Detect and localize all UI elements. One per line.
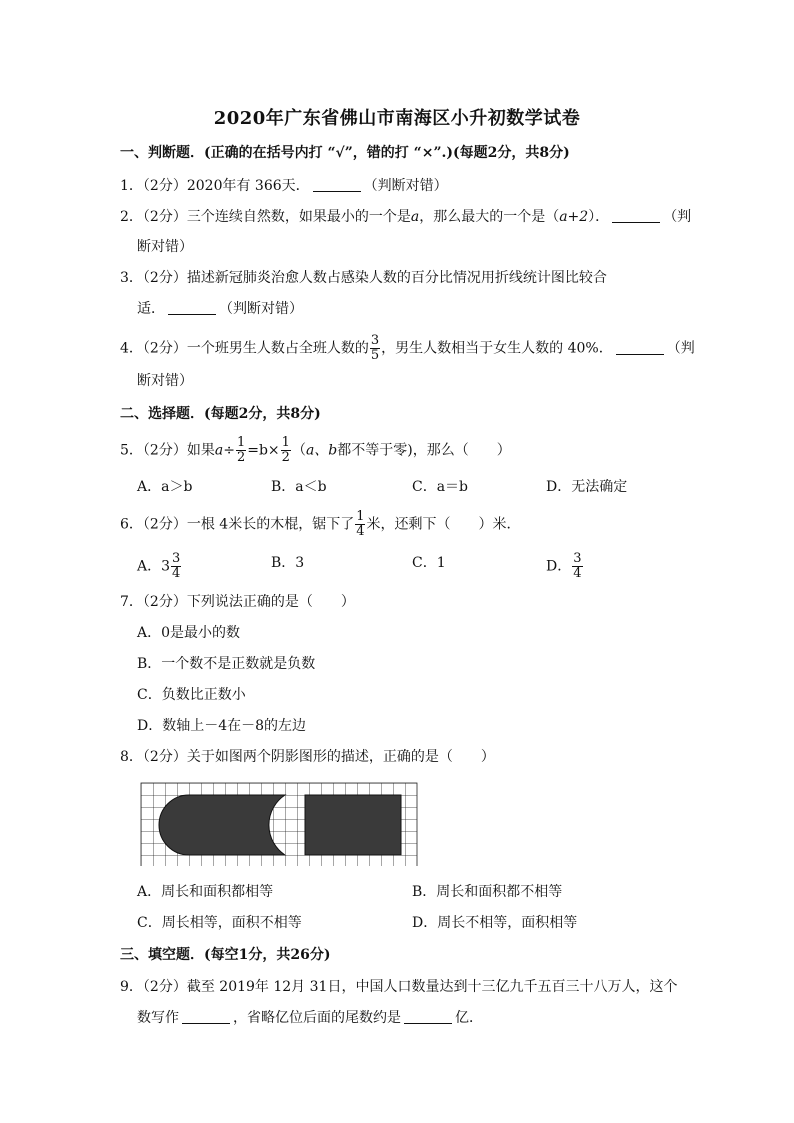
section-1-heading: 一、判断题．(正确的在括号内打 “√”，错的打 “×”.)(每题2分，共8分) <box>120 145 570 161</box>
fraction: $\frac{1}{4}$ <box>356 509 365 539</box>
question-8: 8．（2分）关于如图两个阴影图形的描述，正确的是（ ） <box>120 749 495 765</box>
q8-option-c[interactable]: C．周长相等，面积不相等 <box>137 915 302 931</box>
question-2-line-2: 断对错） <box>137 239 193 255</box>
question-4-line-2: 断对错） <box>137 373 193 389</box>
q6-option-d[interactable]: D． $\frac{3}{4}$ <box>546 551 582 581</box>
question-2: 2．（2分）三个连续自然数，如果最小的一个是a，那么最大的一个是（a+2）． （判 <box>120 209 692 225</box>
q5-option-b[interactable]: B．a＜b <box>271 479 327 495</box>
shaded-shapes-grid-figure <box>140 782 422 866</box>
answer-blank[interactable] <box>612 208 660 223</box>
section-2-heading: 二、选择题．(每题2分，共8分) <box>120 406 321 422</box>
q6-option-a[interactable]: A．3 $\frac{3}{4}$ <box>137 551 181 581</box>
answer-blank[interactable] <box>616 340 664 355</box>
question-9: 9．（2分）截至 2019年 12月 31日，中国人口数量达到十三亿九千五百三十八万人，这个 <box>120 979 678 995</box>
q6-option-c[interactable]: C．1 <box>412 555 446 571</box>
left-shaded-shape <box>159 795 285 855</box>
question-1: 1．（2分）2020年有 366天． （判断对错） <box>120 178 448 194</box>
answer-blank[interactable] <box>404 1009 452 1024</box>
answer-blank[interactable] <box>168 300 216 315</box>
question-3: 3．（2分）描述新冠肺炎治愈人数占感染人数的百分比情况用折线统计图比较合 <box>120 270 607 286</box>
q5-option-a[interactable]: A．a＞b <box>137 479 193 495</box>
q5-option-d[interactable]: D．无法确定 <box>546 479 628 495</box>
q7-option-d[interactable]: D．数轴上－4在－8的左边 <box>137 718 307 734</box>
q6-option-b[interactable]: B．3 <box>271 555 305 571</box>
question-4: 4．（2分）一个班男生人数占全班人数的 $\frac{3}{5}$ ，男生人数相当于女生人数的 40%． （判 <box>120 333 695 363</box>
answer-blank[interactable] <box>313 177 361 192</box>
q8-option-a[interactable]: A．周长和面积都相等 <box>137 884 274 900</box>
question-7: 7．（2分）下列说法正确的是（ ） <box>120 594 355 610</box>
q8-option-b[interactable]: B．周长和面积都不相等 <box>412 884 563 900</box>
q8-option-d[interactable]: D．周长不相等，面积相等 <box>412 915 578 931</box>
fraction: $\frac{1}{2}$ <box>236 435 246 465</box>
right-shaded-rectangle <box>305 795 401 855</box>
question-5: 5．（2分）如果a÷ $\frac{1}{2}$ =b× $\frac{1}{2}$ （a、b都不等于零)，那么（ ） <box>120 435 511 465</box>
fraction: $\frac{1}{2}$ <box>281 435 290 465</box>
q5-option-c[interactable]: C．a＝b <box>412 479 469 495</box>
q7-option-c[interactable]: C．负数比正数小 <box>137 687 246 703</box>
q7-option-b[interactable]: B．一个数不是正数就是负数 <box>137 656 316 672</box>
section-3-heading: 三、填空题．(每空1分，共26分) <box>120 947 331 963</box>
fraction: $\frac{3}{5}$ <box>370 333 380 363</box>
q7-option-a[interactable]: A．0是最小的数 <box>137 625 241 641</box>
page-title: 2020年广东省佛山市南海区小升初数学试卷 <box>213 108 581 129</box>
answer-blank[interactable] <box>182 1009 230 1024</box>
question-9-line-2: 数写作 ，省略亿位后面的尾数约是 亿． <box>137 1010 483 1026</box>
question-3-line-2: 适． （判断对错） <box>137 301 303 317</box>
question-6: 6．（2分）一根 4米长的木棍，锯下了 $\frac{1}{4}$ 米，还剩下（ ）米． <box>120 509 521 539</box>
